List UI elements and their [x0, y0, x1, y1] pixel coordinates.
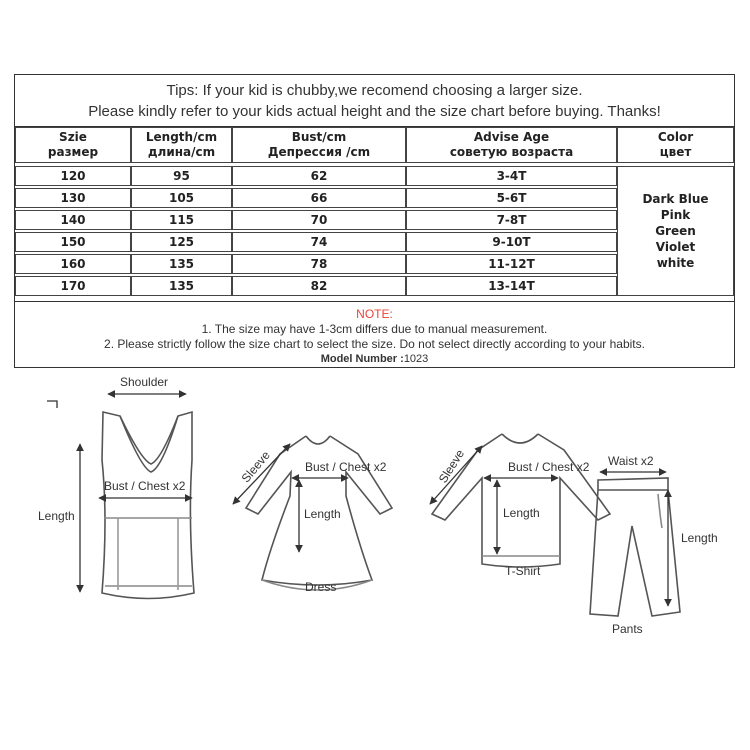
pants-length-label: Length — [681, 531, 718, 545]
table-cell: 11-12T — [406, 254, 617, 274]
model-number — [15, 352, 734, 367]
header-color-en: Color — [657, 130, 694, 144]
tshirt-sleeve-label: Sleeve — [435, 446, 468, 486]
header-age-en: Advise Age — [473, 130, 550, 144]
table-cell: 115 — [131, 210, 232, 230]
table-cell: 135 — [131, 254, 232, 274]
vest-length-label: Length — [38, 509, 75, 523]
dress-length-label: Length — [304, 507, 341, 521]
header-length-en: Length/cm — [145, 130, 218, 144]
table-cell: 150 — [15, 232, 131, 252]
table-cell: 3-4T — [406, 166, 617, 186]
dress-sleeve-label: Sleeve — [238, 448, 273, 486]
header-size-en: Szie — [59, 130, 87, 144]
color-option: white — [656, 256, 695, 270]
dress-caption: Dress — [305, 580, 337, 594]
table-cell: 105 — [131, 188, 232, 208]
table-cell: 130 — [15, 188, 131, 208]
table-cell: 120 — [15, 166, 131, 186]
table-cell: 66 — [232, 188, 406, 208]
table-cell: 78 — [232, 254, 406, 274]
header-color-ru: цвет — [659, 145, 692, 159]
table-cell: 95 — [131, 166, 232, 186]
vest-bust-label: Bust / Chest x2 — [104, 479, 186, 493]
header-bust-en: Bust/cm — [291, 130, 347, 144]
measurement-diagram — [0, 368, 750, 750]
tshirt-bust-label: Bust / Chest x2 — [508, 460, 590, 474]
table-cell: 62 — [232, 166, 406, 186]
table-cell: 140 — [15, 210, 131, 230]
color-option: Violet — [655, 240, 696, 254]
header-age — [406, 127, 617, 163]
header-bust — [232, 127, 406, 163]
vest-shoulder-label: Shoulder — [120, 375, 169, 389]
header-bust-ru: Депрессия /cm — [267, 145, 371, 159]
color-option: Dark Blue — [642, 192, 709, 206]
header-size-ru: размер — [47, 145, 99, 159]
tshirt-caption: T-Shirt — [505, 564, 541, 578]
note-line-2: 2. Please strictly follow the size chart to select the size. Do not select directly according to your habits. — [104, 337, 645, 351]
tips-line-1: Tips: If your kid is chubby,we recomend choosing a larger size. — [166, 82, 583, 99]
pants-illustration — [590, 478, 680, 616]
vest-illustration — [102, 412, 194, 599]
color-option: Green — [655, 224, 696, 238]
tips-line-2: Please kindly refer to your kids actual height and the size chart before buying. Thanks! — [88, 103, 661, 120]
table-cell: 74 — [232, 232, 406, 252]
header-age-ru: советую возраста — [449, 145, 574, 159]
table-cell: 13-14T — [406, 276, 617, 296]
pants-waist-label: Waist x2 — [608, 454, 654, 468]
table-cell: 125 — [131, 232, 232, 252]
shoulder-marker — [47, 401, 57, 408]
table-cell: 82 — [232, 276, 406, 296]
table-cell: 9-10T — [406, 232, 617, 252]
size-chart — [14, 74, 735, 368]
note-title: NOTE: — [356, 307, 393, 321]
header-length-ru: длина/cm — [147, 145, 216, 159]
header-size — [15, 127, 131, 163]
header-length — [131, 127, 232, 163]
model-number-value: 1023 — [403, 353, 429, 365]
dress-bust-label: Bust / Chest x2 — [305, 460, 387, 474]
notes-section — [15, 301, 734, 368]
tshirt-length-label: Length — [503, 506, 540, 520]
pants-caption: Pants — [612, 622, 643, 636]
table-cell: 170 — [15, 276, 131, 296]
header-color — [617, 127, 734, 163]
table-cell: 70 — [232, 210, 406, 230]
color-options — [617, 166, 734, 296]
model-number-label: Model Number : — [320, 353, 404, 365]
tips-banner — [15, 75, 734, 127]
table-cell: 7-8T — [406, 210, 617, 230]
color-option: Pink — [660, 208, 691, 222]
table-cell: 160 — [15, 254, 131, 274]
note-line-1: 1. The size may have 1-3cm differs due to manual measurement. — [201, 322, 548, 336]
table-cell: 5-6T — [406, 188, 617, 208]
table-cell: 135 — [131, 276, 232, 296]
